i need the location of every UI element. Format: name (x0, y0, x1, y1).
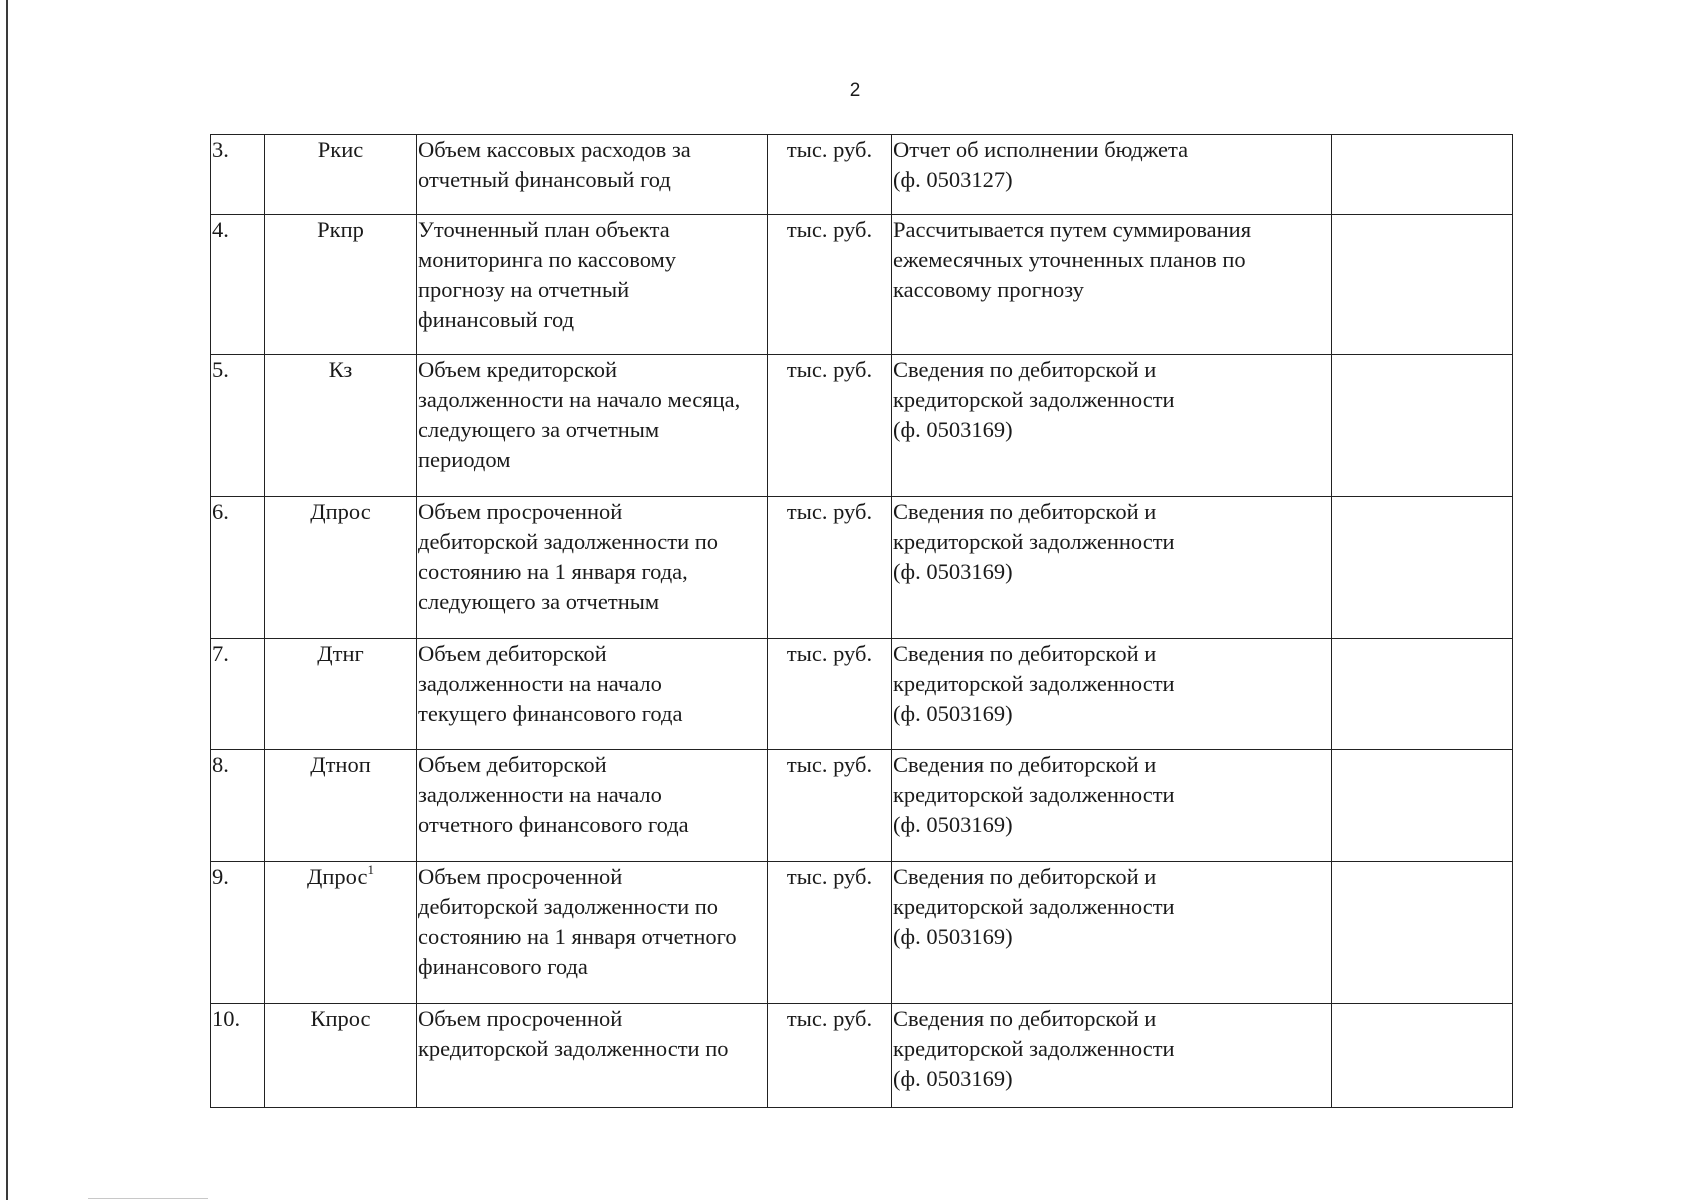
description-line: кредиторской задолженности по (418, 1036, 729, 1061)
empty-cell (1332, 862, 1513, 1004)
page-number: 2 (849, 80, 861, 101)
table-row (211, 355, 1513, 497)
source-line: кредиторской задолженности (893, 671, 1175, 696)
indicator-table (210, 134, 1513, 1108)
source-line: Сведения по дебиторской и (893, 1006, 1157, 1031)
indicator-code-cell (265, 639, 417, 750)
description-line: Объем просроченной (418, 499, 623, 524)
indicator-code: Кз (328, 357, 353, 382)
row-number: 6. (211, 497, 265, 639)
description-line: финансовый год (418, 307, 575, 332)
row-number: 5. (211, 355, 265, 497)
description-line: дебиторской задолженности по (418, 894, 719, 919)
description-line: задолженности на начало месяца, (418, 387, 741, 412)
indicator-table-body (211, 135, 1513, 1108)
row-number: 8. (211, 750, 265, 862)
indicator-description (417, 750, 768, 862)
scan-artifact-mark (88, 1198, 208, 1199)
unit-of-measure: тыс. руб. (768, 862, 892, 1004)
data-source (892, 135, 1332, 215)
source-line: Сведения по дебиторской и (893, 641, 1157, 666)
source-line: (ф. 0503169) (893, 924, 1013, 949)
unit-of-measure: тыс. руб. (768, 355, 892, 497)
description-line: прогнозу на отчетный (418, 277, 630, 302)
empty-cell (1332, 355, 1513, 497)
table-row (211, 497, 1513, 639)
table-row (211, 1004, 1513, 1108)
description-line: Объем дебиторской (418, 641, 607, 666)
indicator-description (417, 355, 768, 497)
table-row (211, 750, 1513, 862)
indicator-code-cell (265, 497, 417, 639)
unit-of-measure: тыс. руб. (768, 1004, 892, 1108)
description-line: Объем кассовых расходов за (418, 137, 691, 162)
row-number: 4. (211, 215, 265, 355)
description-line: отчетного финансового года (418, 812, 689, 837)
description-line: финансового года (418, 954, 588, 979)
source-line: Отчет об исполнении бюджета (893, 137, 1189, 162)
source-line: кредиторской задолженности (893, 529, 1175, 554)
description-line: текущего финансового года (418, 701, 683, 726)
data-source (892, 497, 1332, 639)
description-line: задолженности на начало (418, 782, 662, 807)
empty-cell (1332, 750, 1513, 862)
indicator-code: Дпрос (310, 499, 371, 524)
source-line: (ф. 0503169) (893, 812, 1013, 837)
unit-of-measure: тыс. руб. (768, 750, 892, 862)
indicator-code: Дтнг (317, 641, 364, 666)
source-line: кредиторской задолженности (893, 782, 1175, 807)
row-number: 10. (211, 1004, 265, 1108)
unit-of-measure: тыс. руб. (768, 215, 892, 355)
indicator-code: Дтноп (310, 752, 371, 777)
empty-cell (1332, 135, 1513, 215)
indicator-description (417, 639, 768, 750)
indicator-description (417, 862, 768, 1004)
source-line: Сведения по дебиторской и (893, 499, 1157, 524)
source-line: Сведения по дебиторской и (893, 752, 1157, 777)
indicator-code-cell (265, 1004, 417, 1108)
source-line: кассовому прогнозу (893, 277, 1084, 302)
empty-cell (1332, 1004, 1513, 1108)
indicator-code-cell (265, 862, 417, 1004)
row-number: 3. (211, 135, 265, 215)
indicator-code-superscript: 1 (367, 861, 374, 877)
data-source (892, 1004, 1332, 1108)
empty-cell (1332, 639, 1513, 750)
source-line: Сведения по дебиторской и (893, 864, 1157, 889)
source-line: ежемесячных уточненных планов по (893, 247, 1246, 272)
description-line: дебиторской задолженности по (418, 529, 719, 554)
table-row (211, 862, 1513, 1004)
description-line: Объем кредиторской (418, 357, 618, 382)
description-line: отчетный финансовый год (418, 167, 671, 192)
source-line: кредиторской задолженности (893, 1036, 1175, 1061)
empty-cell (1332, 497, 1513, 639)
source-line: (ф. 0503169) (893, 559, 1013, 584)
data-source (892, 750, 1332, 862)
row-number: 7. (211, 639, 265, 750)
indicator-code: Дпрос (307, 864, 368, 889)
empty-cell (1332, 215, 1513, 355)
source-line: Рассчитывается путем суммирования (893, 217, 1252, 242)
description-line: следующего за отчетным (418, 589, 660, 614)
description-line: Объем просроченной (418, 1006, 623, 1031)
source-line: (ф. 0503127) (893, 167, 1013, 192)
indicator-code-cell (265, 135, 417, 215)
indicator-description (417, 1004, 768, 1108)
row-number: 9. (211, 862, 265, 1004)
unit-of-measure: тыс. руб. (768, 497, 892, 639)
source-line: кредиторской задолженности (893, 387, 1175, 412)
unit-of-measure: тыс. руб. (768, 639, 892, 750)
indicator-code-cell (265, 355, 417, 497)
source-line: кредиторской задолженности (893, 894, 1175, 919)
description-line: Уточненный план объекта (418, 217, 670, 242)
source-line: Сведения по дебиторской и (893, 357, 1157, 382)
description-line: периодом (418, 447, 511, 472)
table-row (211, 135, 1513, 215)
indicator-code: Кпрос (310, 1006, 371, 1031)
data-source (892, 215, 1332, 355)
description-line: задолженности на начало (418, 671, 662, 696)
indicator-description (417, 135, 768, 215)
unit-of-measure: тыс. руб. (768, 135, 892, 215)
table-row (211, 215, 1513, 355)
description-line: Объем просроченной (418, 864, 623, 889)
indicator-code-cell (265, 215, 417, 355)
data-source (892, 862, 1332, 1004)
description-line: Объем дебиторской (418, 752, 607, 777)
indicator-description (417, 497, 768, 639)
description-line: следующего за отчетным (418, 417, 660, 442)
description-line: состоянию на 1 января отчетного (418, 924, 737, 949)
indicator-code: Ркис (317, 137, 364, 162)
source-line: (ф. 0503169) (893, 701, 1013, 726)
source-line: (ф. 0503169) (893, 417, 1013, 442)
data-source (892, 639, 1332, 750)
data-source (892, 355, 1332, 497)
indicator-code-cell (265, 750, 417, 862)
scan-edge-line (6, 0, 8, 1200)
description-line: мониторинга по кассовому (418, 247, 677, 272)
indicator-description (417, 215, 768, 355)
description-line: состоянию на 1 января года, (418, 559, 688, 584)
table-row (211, 639, 1513, 750)
indicator-code: Ркпр (317, 217, 364, 242)
source-line: (ф. 0503169) (893, 1066, 1013, 1091)
